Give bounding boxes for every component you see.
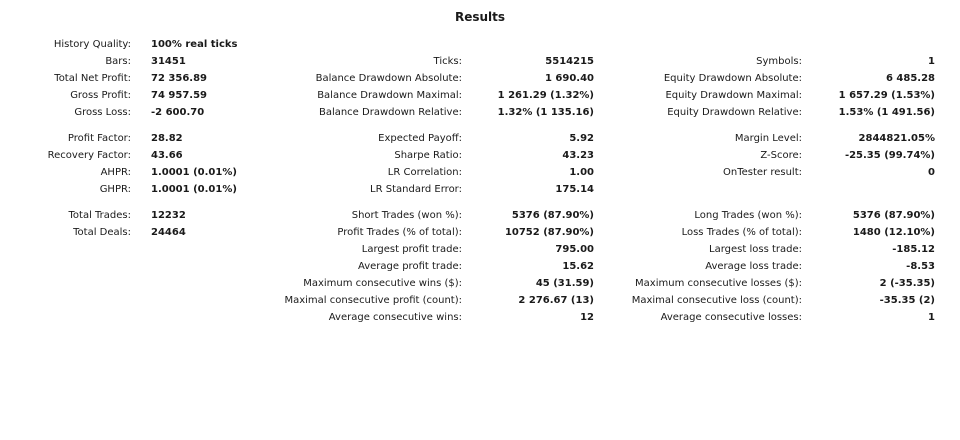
stat-value: -2 600.70 [151,107,205,118]
stat-label: Gross Loss: [74,107,131,118]
stat-label: Total Trades: [68,210,131,221]
stat-label: Z-Score: [760,150,802,161]
stat-value: -185.12 [892,244,935,255]
stat-label: Average loss trade: [705,261,802,272]
stat-value: 5376 (87.90%) [511,210,594,221]
stat-value: 5376 (87.90%) [852,210,935,221]
stat-value: 1.32% (1 135.16) [497,107,594,118]
stat-label: Loss Trades (% of total): [681,227,802,238]
stat-value: 175.14 [555,184,594,195]
stat-value: 1 [928,56,935,67]
stat-value: 28.82 [151,133,183,144]
stat-label: Total Deals: [73,227,131,238]
stat-label: Total Net Profit: [54,73,131,84]
stat-label: Bars: [105,56,131,67]
stat-value: 1.0001 (0.01%) [151,184,237,195]
stat-value: -25.35 (99.74%) [844,150,935,161]
stat-value: 1.53% (1 491.56) [838,107,935,118]
stat-value: 45 (31.59) [535,278,594,289]
stat-value: -35.35 (2) [879,295,935,306]
stat-label: Average consecutive wins: [328,312,462,323]
stat-value: 2 (-35.35) [879,278,935,289]
stat-value: 74 957.59 [151,90,207,101]
stat-value: 12232 [151,210,186,221]
stat-label: GHPR: [99,184,131,195]
stat-value: 5.92 [569,133,594,144]
stat-value: -8.53 [906,261,935,272]
stat-label: Balance Drawdown Relative: [318,107,462,118]
stat-label: Symbols: [756,56,802,67]
stat-label: Maximal consecutive profit (count): [284,295,462,306]
stat-value: 10752 (87.90%) [504,227,594,238]
stat-label: Short Trades (won %): [351,210,462,221]
stat-value: 1 690.40 [544,73,594,84]
stat-label: Largest profit trade: [361,244,462,255]
stat-value: 1.0001 (0.01%) [151,167,237,178]
stat-label: LR Correlation: [387,167,462,178]
stat-value: 6 485.28 [885,73,935,84]
stat-label: Maximum consecutive wins ($): [303,278,462,289]
stat-label: OnTester result: [722,167,802,178]
stat-value: 24464 [151,227,186,238]
stat-label: Margin Level: [734,133,802,144]
stat-label: Recovery Factor: [47,150,131,161]
stat-label: History Quality: [53,39,131,50]
stat-label: Equity Drawdown Relative: [667,107,802,118]
stat-value: 5514215 [545,56,594,67]
stat-value: 31451 [151,56,186,67]
stat-value: 795.00 [555,244,594,255]
stat-label: Profit Factor: [67,133,131,144]
stat-label: LR Standard Error: [370,184,462,195]
stat-label: Largest loss trade: [709,244,802,255]
stat-label: Ticks: [433,56,462,67]
stat-value: 43.23 [562,150,594,161]
stat-label: Sharpe Ratio: [394,150,462,161]
stat-value: 2 276.67 (13) [518,295,594,306]
stat-label: Equity Drawdown Absolute: [663,73,802,84]
stat-value: 1 657.29 (1.53%) [838,90,935,101]
stat-value: 1480 (12.10%) [852,227,935,238]
stat-label: Average consecutive losses: [660,312,802,323]
stat-value: 15.62 [562,261,594,272]
stat-label: Expected Payoff: [378,133,462,144]
stat-label: Balance Drawdown Maximal: [317,90,462,101]
stat-value: 0 [928,167,935,178]
stat-label: Equity Drawdown Maximal: [665,90,802,101]
stat-label: Profit Trades (% of total): [337,227,462,238]
stat-label: Long Trades (won %): [694,210,802,221]
stat-value: 43.66 [151,150,183,161]
stat-value: 72 356.89 [151,73,207,84]
stat-value: 1 [928,312,935,323]
stat-label: Balance Drawdown Absolute: [315,73,462,84]
results-title: Results [454,10,506,24]
stat-value: 1 261.29 (1.32%) [497,90,594,101]
stat-label: AHPR: [100,167,131,178]
stat-value: 12 [580,312,594,323]
stat-value: 100% real ticks [151,39,238,50]
stat-label: Maximum consecutive losses ($): [635,278,802,289]
stat-value: 1.00 [569,167,594,178]
stat-label: Gross Profit: [70,90,131,101]
stat-value: 2844821.05% [858,133,935,144]
stat-label: Maximal consecutive loss (count): [631,295,802,306]
stat-label: Average profit trade: [357,261,462,272]
